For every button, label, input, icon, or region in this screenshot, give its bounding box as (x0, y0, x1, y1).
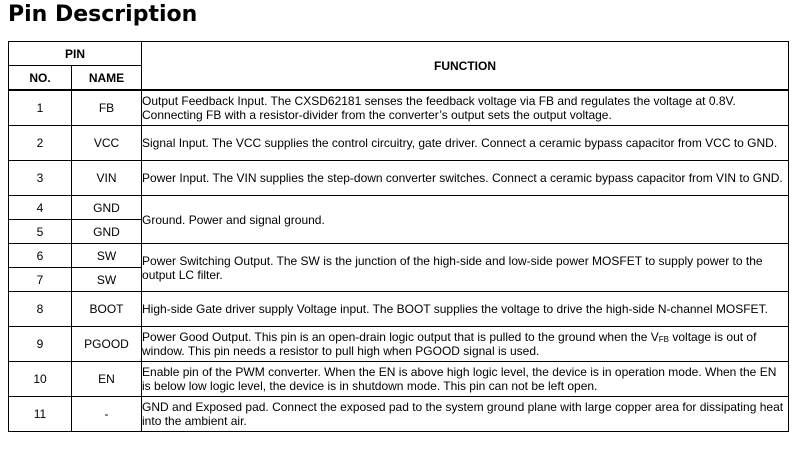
pin-name: - (72, 397, 142, 432)
pin-name: GND (72, 196, 142, 220)
pin-function: Output Feedback Input. The CXSD62181 senses the feedback voltage via FB and regulates the voltage at 0.8V. Connecting FB with a resistor-divider from the converter’s output sets the output voltage. (142, 90, 789, 126)
pin-number: 5 (9, 220, 72, 244)
pgood-subscript: FB (658, 335, 670, 344)
pin-number: 2 (9, 126, 72, 161)
pin-function: GND and Exposed pad. Connect the exposed pad to the system ground plane with large copper area for dissipating heat into the ambient air. (142, 397, 789, 432)
pin-name: VIN (72, 161, 142, 196)
pin-function: Power Input. The VIN supplies the step-down converter switches. Connect a ceramic bypass capacitor from VIN to GND. (142, 161, 789, 196)
header-no: NO. (9, 66, 72, 91)
table-row (9, 161, 789, 196)
pin-function: Enable pin of the PWM converter. When the EN is above high logic level, the device is in operation mode. When the EN is below low logic level, the device is in shutdown mode. This pin can not be left open. (142, 362, 789, 397)
pin-function-pgood (142, 327, 789, 362)
table-row (9, 126, 789, 161)
pin-number: 4 (9, 196, 72, 220)
pin-number: 9 (9, 327, 72, 362)
pin-name: EN (72, 362, 142, 397)
table-row (9, 362, 789, 397)
table-row (9, 292, 789, 327)
pin-function: High-side Gate driver supply Voltage input. The BOOT supplies the voltage to drive the high-side N-channel MOSFET. (142, 292, 789, 327)
pin-name: VCC (72, 126, 142, 161)
header-name: NAME (72, 66, 142, 91)
pin-function-gnd: Ground. Power and signal ground. (142, 196, 789, 244)
pin-number: 10 (9, 362, 72, 397)
pin-number: 3 (9, 161, 72, 196)
table-row (9, 244, 789, 268)
pin-name: GND (72, 220, 142, 244)
pgood-text-before: Power Good Output. This pin is an open-drain logic output that is pulled to the ground when the V (142, 330, 659, 344)
pin-number: 11 (9, 397, 72, 432)
pin-function: Signal Input. The VCC supplies the control circuitry, gate driver. Connect a ceramic bypass capacitor from VCC to GND. (142, 126, 789, 161)
pin-name: FB (72, 90, 142, 126)
pin-description-table (8, 41, 789, 432)
pin-number: 8 (9, 292, 72, 327)
pin-name: PGOOD (72, 327, 142, 362)
pin-number: 7 (9, 268, 72, 292)
pgood-text-after: voltage is out of window. This pin needs a resistor to pull high when PGOOD signal is used. (142, 330, 757, 358)
header-pin: PIN (9, 42, 142, 66)
pin-name: SW (72, 244, 142, 268)
pin-name: BOOT (72, 292, 142, 327)
table-row (9, 397, 789, 432)
pin-name: SW (72, 268, 142, 292)
pin-function-sw: Power Switching Output. The SW is the junction of the high-side and low-side power MOSFET to supply power to the output LC filter. (142, 244, 789, 292)
pin-number: 6 (9, 244, 72, 268)
pin-number: 1 (9, 90, 72, 126)
page-title: Pin Description (8, 2, 198, 27)
table-row (9, 90, 789, 126)
table-row (9, 196, 789, 220)
header-function: FUNCTION (142, 42, 789, 91)
table-row (9, 327, 789, 362)
